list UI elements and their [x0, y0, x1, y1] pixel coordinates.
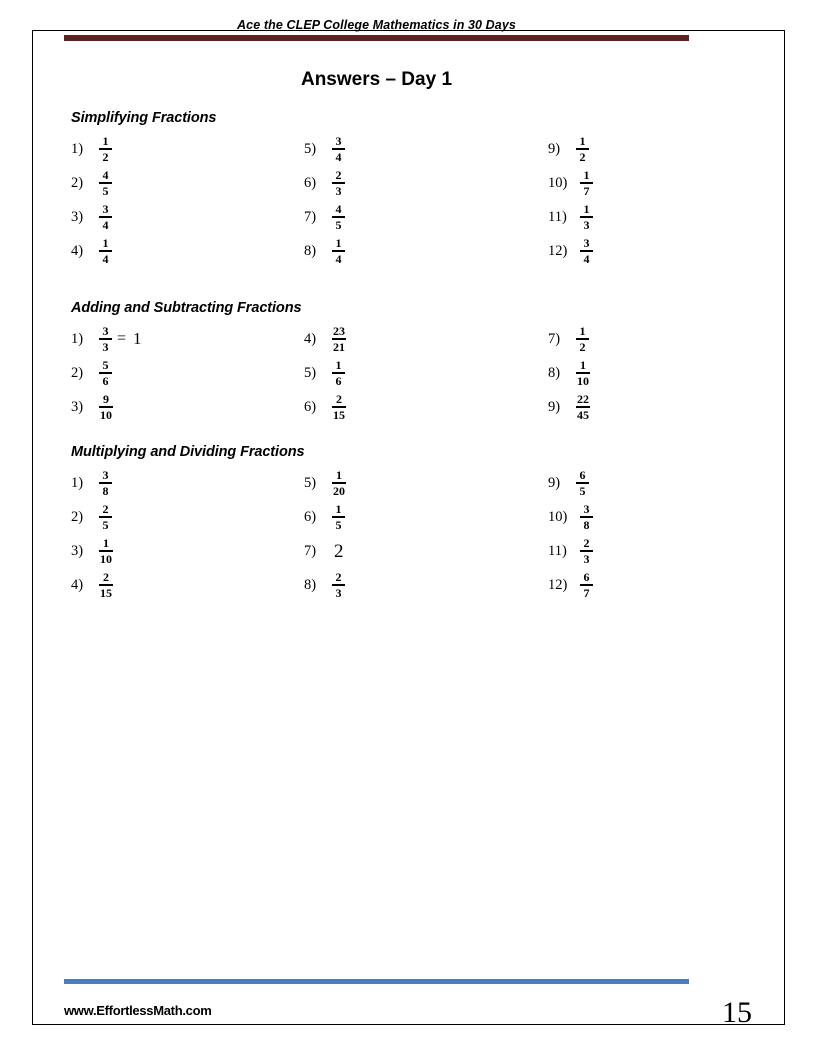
fraction-numerator: 1: [103, 536, 109, 551]
answer-item: [548, 200, 704, 234]
footer-rule: [64, 979, 689, 984]
answer-fraction: [99, 325, 112, 353]
answer-item: [304, 166, 504, 200]
answer-item: [304, 322, 504, 356]
answer-item: [548, 390, 704, 424]
fraction-numerator: 1: [336, 468, 342, 483]
answer-fraction: [576, 393, 590, 421]
fraction-denominator: 21: [333, 339, 345, 354]
answer-column: [284, 322, 504, 424]
fraction-denominator: 5: [102, 517, 109, 532]
answer-item: [548, 500, 704, 534]
fraction-denominator: 5: [335, 517, 342, 532]
answer-fraction: [99, 537, 113, 565]
answer-fraction: [580, 571, 593, 599]
answer-item: [304, 534, 504, 568]
fraction-numerator: 6: [583, 570, 590, 585]
section-heading: Multiplying and Dividing Fractions: [71, 444, 305, 460]
header-rule: [64, 35, 689, 41]
answer-item: [304, 356, 504, 390]
answer-fraction: [332, 169, 345, 197]
fraction-numerator: 3: [583, 502, 590, 517]
section-spacer: [64, 274, 704, 300]
answer-item: [304, 568, 504, 602]
page-title: Answers – Day 1: [300, 69, 453, 90]
answer-number: 6): [304, 174, 317, 191]
answer-item: [304, 200, 504, 234]
answer-fraction: [332, 203, 345, 231]
section-spacer: [64, 608, 704, 622]
fraction-numerator: 3: [102, 468, 109, 483]
answer-number: 3): [71, 542, 84, 559]
answer-column: [504, 466, 704, 602]
answer-item: [304, 234, 504, 268]
section-heading: Adding and Subtracting Fractions: [71, 300, 302, 316]
fraction-denominator: 2: [102, 149, 109, 164]
answer-item: [71, 500, 284, 534]
answer-fraction: [580, 169, 593, 197]
answer-columns: [64, 132, 704, 268]
fraction-denominator: 6: [335, 373, 342, 388]
answer-number: 3): [71, 208, 84, 225]
answer-fraction: [580, 537, 593, 565]
fraction-denominator: 8: [102, 483, 109, 498]
answer-number: 8): [548, 364, 561, 381]
answer-number: 9): [548, 398, 561, 415]
fraction-numerator: 3: [583, 236, 590, 251]
answer-number: 6): [304, 398, 317, 415]
answer-number: 12): [548, 242, 568, 259]
fraction-denominator: 15: [333, 407, 345, 422]
answer-item: [71, 568, 284, 602]
fraction-numerator: 6: [579, 468, 586, 483]
answer-number: 1): [71, 330, 84, 347]
answer-number: 2): [71, 508, 84, 525]
answer-item: [71, 390, 284, 424]
running-header: Ace the CLEP College Mathematics in 30 Days: [237, 18, 516, 32]
fraction-denominator: 4: [102, 217, 109, 232]
answer-number: 6): [304, 508, 317, 525]
answer-number: 10): [548, 174, 568, 191]
answers-content: [64, 110, 704, 622]
fraction-denominator: 15: [100, 585, 112, 600]
answer-fraction: [580, 203, 593, 231]
answer-number: 1): [71, 474, 84, 491]
answer-number: 2): [71, 174, 84, 191]
answer-column: [284, 132, 504, 268]
answer-number: 8): [304, 242, 317, 259]
answer-fraction: [580, 237, 593, 265]
answer-number: 5): [304, 474, 317, 491]
fraction-numerator: 4: [102, 168, 109, 183]
answer-number: 2): [71, 364, 84, 381]
answer-fraction: [332, 503, 345, 531]
fraction-numerator: 22: [577, 392, 589, 407]
answer-number: 10): [548, 508, 568, 525]
fraction-denominator: 7: [583, 183, 590, 198]
answer-fraction: [332, 393, 346, 421]
answer-fraction: [99, 571, 113, 599]
answer-fraction: [99, 503, 112, 531]
answer-item: [71, 200, 284, 234]
fraction-numerator: 2: [103, 570, 109, 585]
fraction-numerator: 1: [335, 502, 342, 517]
fraction-numerator: 1: [580, 358, 586, 373]
answer-item: [548, 466, 704, 500]
answer-columns: [64, 322, 704, 424]
fraction-numerator: 2: [336, 392, 342, 407]
answer-number: 5): [304, 140, 317, 157]
answer-number: 9): [548, 474, 561, 491]
answer-fraction: [332, 325, 346, 353]
answer-section: [64, 300, 704, 424]
fraction-denominator: 3: [583, 217, 590, 232]
answer-fraction: [576, 325, 589, 353]
fraction-numerator: 5: [102, 358, 109, 373]
answer-section: [64, 444, 704, 602]
fraction-denominator: 10: [577, 373, 589, 388]
answer-number: 11): [548, 542, 567, 559]
answer-number: 5): [304, 364, 317, 381]
fraction-denominator: 3: [583, 551, 590, 566]
page-number: 15: [722, 996, 752, 1029]
fraction-denominator: 6: [102, 373, 109, 388]
equals-sign: =: [117, 330, 127, 347]
answer-item: [548, 534, 704, 568]
answer-whole-number: 2: [334, 540, 344, 562]
fraction-numerator: 1: [583, 168, 590, 183]
answer-item: [304, 500, 504, 534]
fraction-numerator: 2: [335, 570, 342, 585]
answer-number: 7): [548, 330, 561, 347]
fraction-denominator: 2: [579, 339, 586, 354]
answer-fraction: [99, 237, 112, 265]
fraction-numerator: 1: [579, 134, 586, 149]
fraction-numerator: 2: [102, 502, 109, 517]
fraction-numerator: 9: [103, 392, 109, 407]
answer-number: 1): [71, 140, 84, 157]
answer-item: [71, 234, 284, 268]
answer-column: [284, 466, 504, 602]
fraction-denominator: 3: [335, 183, 342, 198]
answer-number: 7): [304, 208, 317, 225]
section-spacer: [64, 430, 704, 444]
fraction-denominator: 5: [335, 217, 342, 232]
fraction-numerator: 3: [335, 134, 342, 149]
answer-item: [548, 166, 704, 200]
answer-fraction: [332, 571, 345, 599]
fraction-numerator: 3: [102, 202, 109, 217]
fraction-denominator: 2: [579, 149, 586, 164]
answer-number: 12): [548, 576, 568, 593]
answer-fraction: [99, 203, 112, 231]
answer-number: 4): [71, 576, 84, 593]
answer-fraction: [332, 135, 345, 163]
answer-section: [64, 110, 704, 268]
answer-number: 9): [548, 140, 561, 157]
answer-item: [71, 322, 284, 356]
answer-item: [71, 356, 284, 390]
fraction-denominator: 8: [583, 517, 590, 532]
answer-result: 1: [133, 329, 142, 348]
answer-fraction: [99, 135, 112, 163]
fraction-numerator: 3: [102, 324, 109, 339]
answer-fraction: [332, 469, 346, 497]
answer-number: 3): [71, 398, 84, 415]
answer-item: [71, 466, 284, 500]
answer-fraction: [99, 469, 112, 497]
answer-item: [548, 322, 704, 356]
fraction-denominator: 3: [102, 339, 109, 354]
fraction-numerator: 1: [335, 236, 342, 251]
answer-fraction: [576, 469, 589, 497]
answer-column: [64, 132, 284, 268]
fraction-denominator: 10: [100, 551, 112, 566]
answer-columns: [64, 466, 704, 602]
answer-number: 7): [304, 542, 317, 559]
fraction-denominator: 5: [102, 183, 109, 198]
answer-number: 11): [548, 208, 567, 225]
fraction-numerator: 4: [335, 202, 342, 217]
answer-item: [548, 568, 704, 602]
answer-fraction: [332, 237, 345, 265]
section-heading: Simplifying Fractions: [71, 110, 217, 126]
fraction-denominator: 4: [335, 251, 342, 266]
fraction-denominator: 5: [579, 483, 586, 498]
answer-fraction: [580, 503, 593, 531]
answer-column: [64, 466, 284, 602]
answer-item: [548, 132, 704, 166]
answer-item: [548, 356, 704, 390]
footer-website: www.EffortlessMath.com: [64, 1003, 212, 1018]
fraction-numerator: 2: [583, 536, 590, 551]
fraction-denominator: 10: [100, 407, 112, 422]
answer-fraction: [99, 359, 112, 387]
answer-item: [71, 166, 284, 200]
fraction-numerator: 1: [102, 236, 109, 251]
answer-item: [304, 466, 504, 500]
answer-item: [304, 132, 504, 166]
fraction-numerator: 2: [335, 168, 342, 183]
fraction-denominator: 20: [333, 483, 345, 498]
answer-fraction: [99, 393, 113, 421]
fraction-numerator: 1: [102, 134, 109, 149]
answer-fraction: [576, 359, 590, 387]
answer-item: [71, 534, 284, 568]
answer-fraction: [99, 169, 112, 197]
fraction-denominator: 4: [102, 251, 109, 266]
answer-number: 4): [304, 330, 317, 347]
fraction-numerator: 1: [335, 358, 342, 373]
answer-column: [64, 322, 284, 424]
fraction-denominator: 3: [335, 585, 342, 600]
fraction-denominator: 7: [583, 585, 590, 600]
fraction-numerator: 23: [333, 324, 345, 339]
answer-fraction: [576, 135, 589, 163]
answer-column: [504, 132, 704, 268]
answer-item: [548, 234, 704, 268]
answer-item: [71, 132, 284, 166]
fraction-numerator: 1: [579, 324, 586, 339]
answer-fraction: [332, 359, 345, 387]
answer-column: [504, 322, 704, 424]
fraction-denominator: 4: [583, 251, 590, 266]
fraction-denominator: 45: [577, 407, 589, 422]
fraction-numerator: 1: [583, 202, 590, 217]
fraction-denominator: 4: [335, 149, 342, 164]
answer-number: 8): [304, 576, 317, 593]
answer-number: 4): [71, 242, 84, 259]
answer-item: [304, 390, 504, 424]
